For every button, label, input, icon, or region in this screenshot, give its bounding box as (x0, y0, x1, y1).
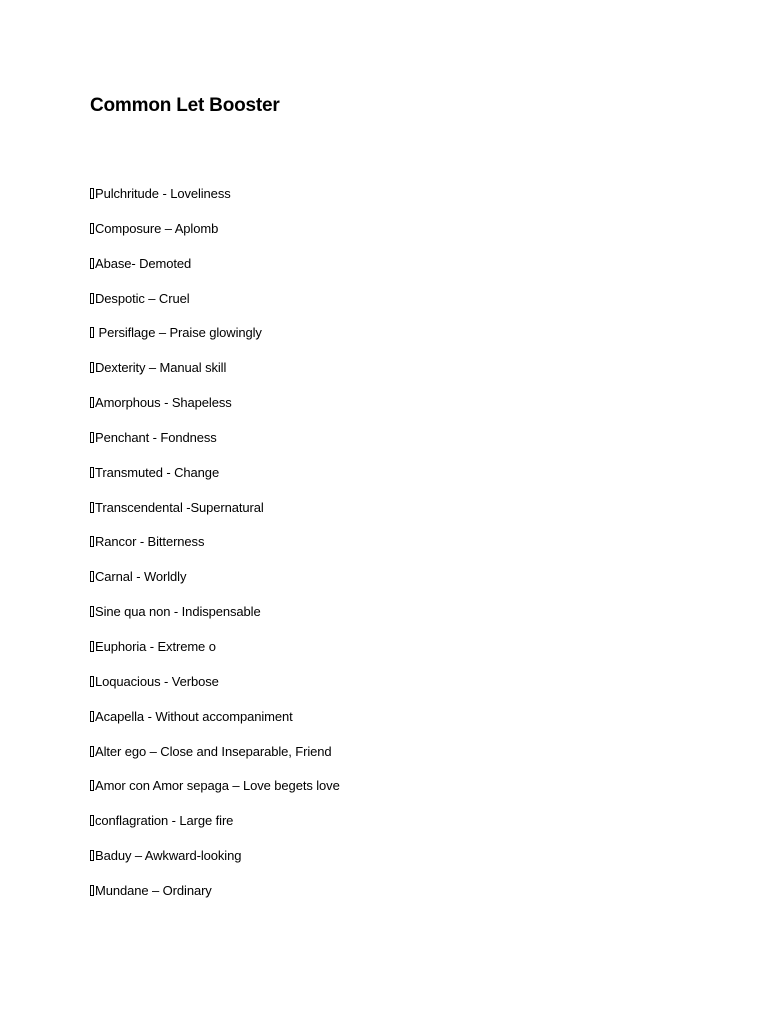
missing-glyph-bullet-icon (90, 606, 94, 617)
list-item-text: Persiflage – Praise glowingly (95, 325, 262, 341)
list-item-text: Carnal - Worldly (95, 569, 187, 585)
list-item (90, 532, 340, 567)
missing-glyph-bullet-icon (90, 571, 94, 582)
list-item (90, 184, 340, 219)
list-item (90, 672, 340, 707)
missing-glyph-bullet-icon (90, 327, 94, 338)
list-item-text: Rancor - Bitterness (95, 534, 205, 550)
missing-glyph-bullet-icon (90, 397, 94, 408)
missing-glyph-bullet-icon (90, 223, 94, 234)
list-item (90, 602, 340, 637)
list-item-text: Pulchritude - Loveliness (95, 186, 231, 201)
list-item (90, 707, 340, 742)
missing-glyph-bullet-icon (90, 502, 94, 513)
missing-glyph-bullet-icon (90, 676, 94, 687)
missing-glyph-bullet-icon (90, 711, 94, 722)
list-item-text: Euphoria - Extreme o (95, 638, 216, 654)
missing-glyph-bullet-icon (90, 850, 94, 861)
list-item (90, 742, 340, 777)
list-item (90, 393, 340, 428)
list-item (90, 811, 340, 846)
missing-glyph-bullet-icon (90, 885, 94, 896)
list-item (90, 776, 340, 811)
list-item-text: Dexterity – Manual skill (95, 360, 227, 376)
list-item (90, 881, 340, 916)
list-item-text: Abase- Demoted (95, 255, 192, 271)
missing-glyph-bullet-icon (90, 780, 94, 791)
list-item-text: conflagration - Large fire (95, 813, 234, 829)
list-item (90, 567, 340, 602)
vocabulary-list (90, 184, 340, 916)
page-title: Common Let Booster (90, 95, 280, 116)
list-item-text: Acapella - Without accompaniment (95, 708, 293, 724)
list-item (90, 289, 340, 324)
missing-glyph-bullet-icon (90, 188, 94, 199)
list-item (90, 498, 340, 533)
list-item (90, 637, 340, 672)
missing-glyph-bullet-icon (90, 293, 94, 304)
missing-glyph-bullet-icon (90, 467, 94, 478)
list-item (90, 428, 340, 463)
list-item (90, 358, 340, 393)
list-item-text: Baduy – Awkward-looking (95, 848, 242, 864)
list-item (90, 219, 340, 254)
list-item (90, 463, 340, 498)
list-item-text: Loquacious - Verbose (95, 673, 219, 689)
missing-glyph-bullet-icon (90, 746, 94, 757)
list-item-text: Composure – Aplomb (95, 220, 219, 236)
list-item-text: Alter ego – Close and Inseparable, Friend (95, 743, 332, 759)
missing-glyph-bullet-icon (90, 536, 94, 547)
list-item-text: Transcendental -Supernatural (95, 499, 264, 515)
list-item-text: Penchant - Fondness (95, 429, 217, 445)
list-item-text: Mundane – Ordinary (95, 882, 212, 898)
list-item (90, 323, 340, 358)
missing-glyph-bullet-icon (90, 362, 94, 373)
list-item (90, 254, 340, 289)
list-item-text: Sine qua non - Indispensable (95, 604, 261, 620)
list-item-text: Despotic – Cruel (95, 290, 190, 306)
missing-glyph-bullet-icon (90, 815, 94, 826)
list-item (90, 846, 340, 881)
missing-glyph-bullet-icon (90, 258, 94, 269)
missing-glyph-bullet-icon (90, 641, 94, 652)
list-item-text: Transmuted - Change (95, 464, 220, 480)
list-item-text: Amorphous - Shapeless (95, 395, 232, 411)
missing-glyph-bullet-icon (90, 432, 94, 443)
list-item-text: Amor con Amor sepaga – Love begets love (95, 778, 340, 794)
